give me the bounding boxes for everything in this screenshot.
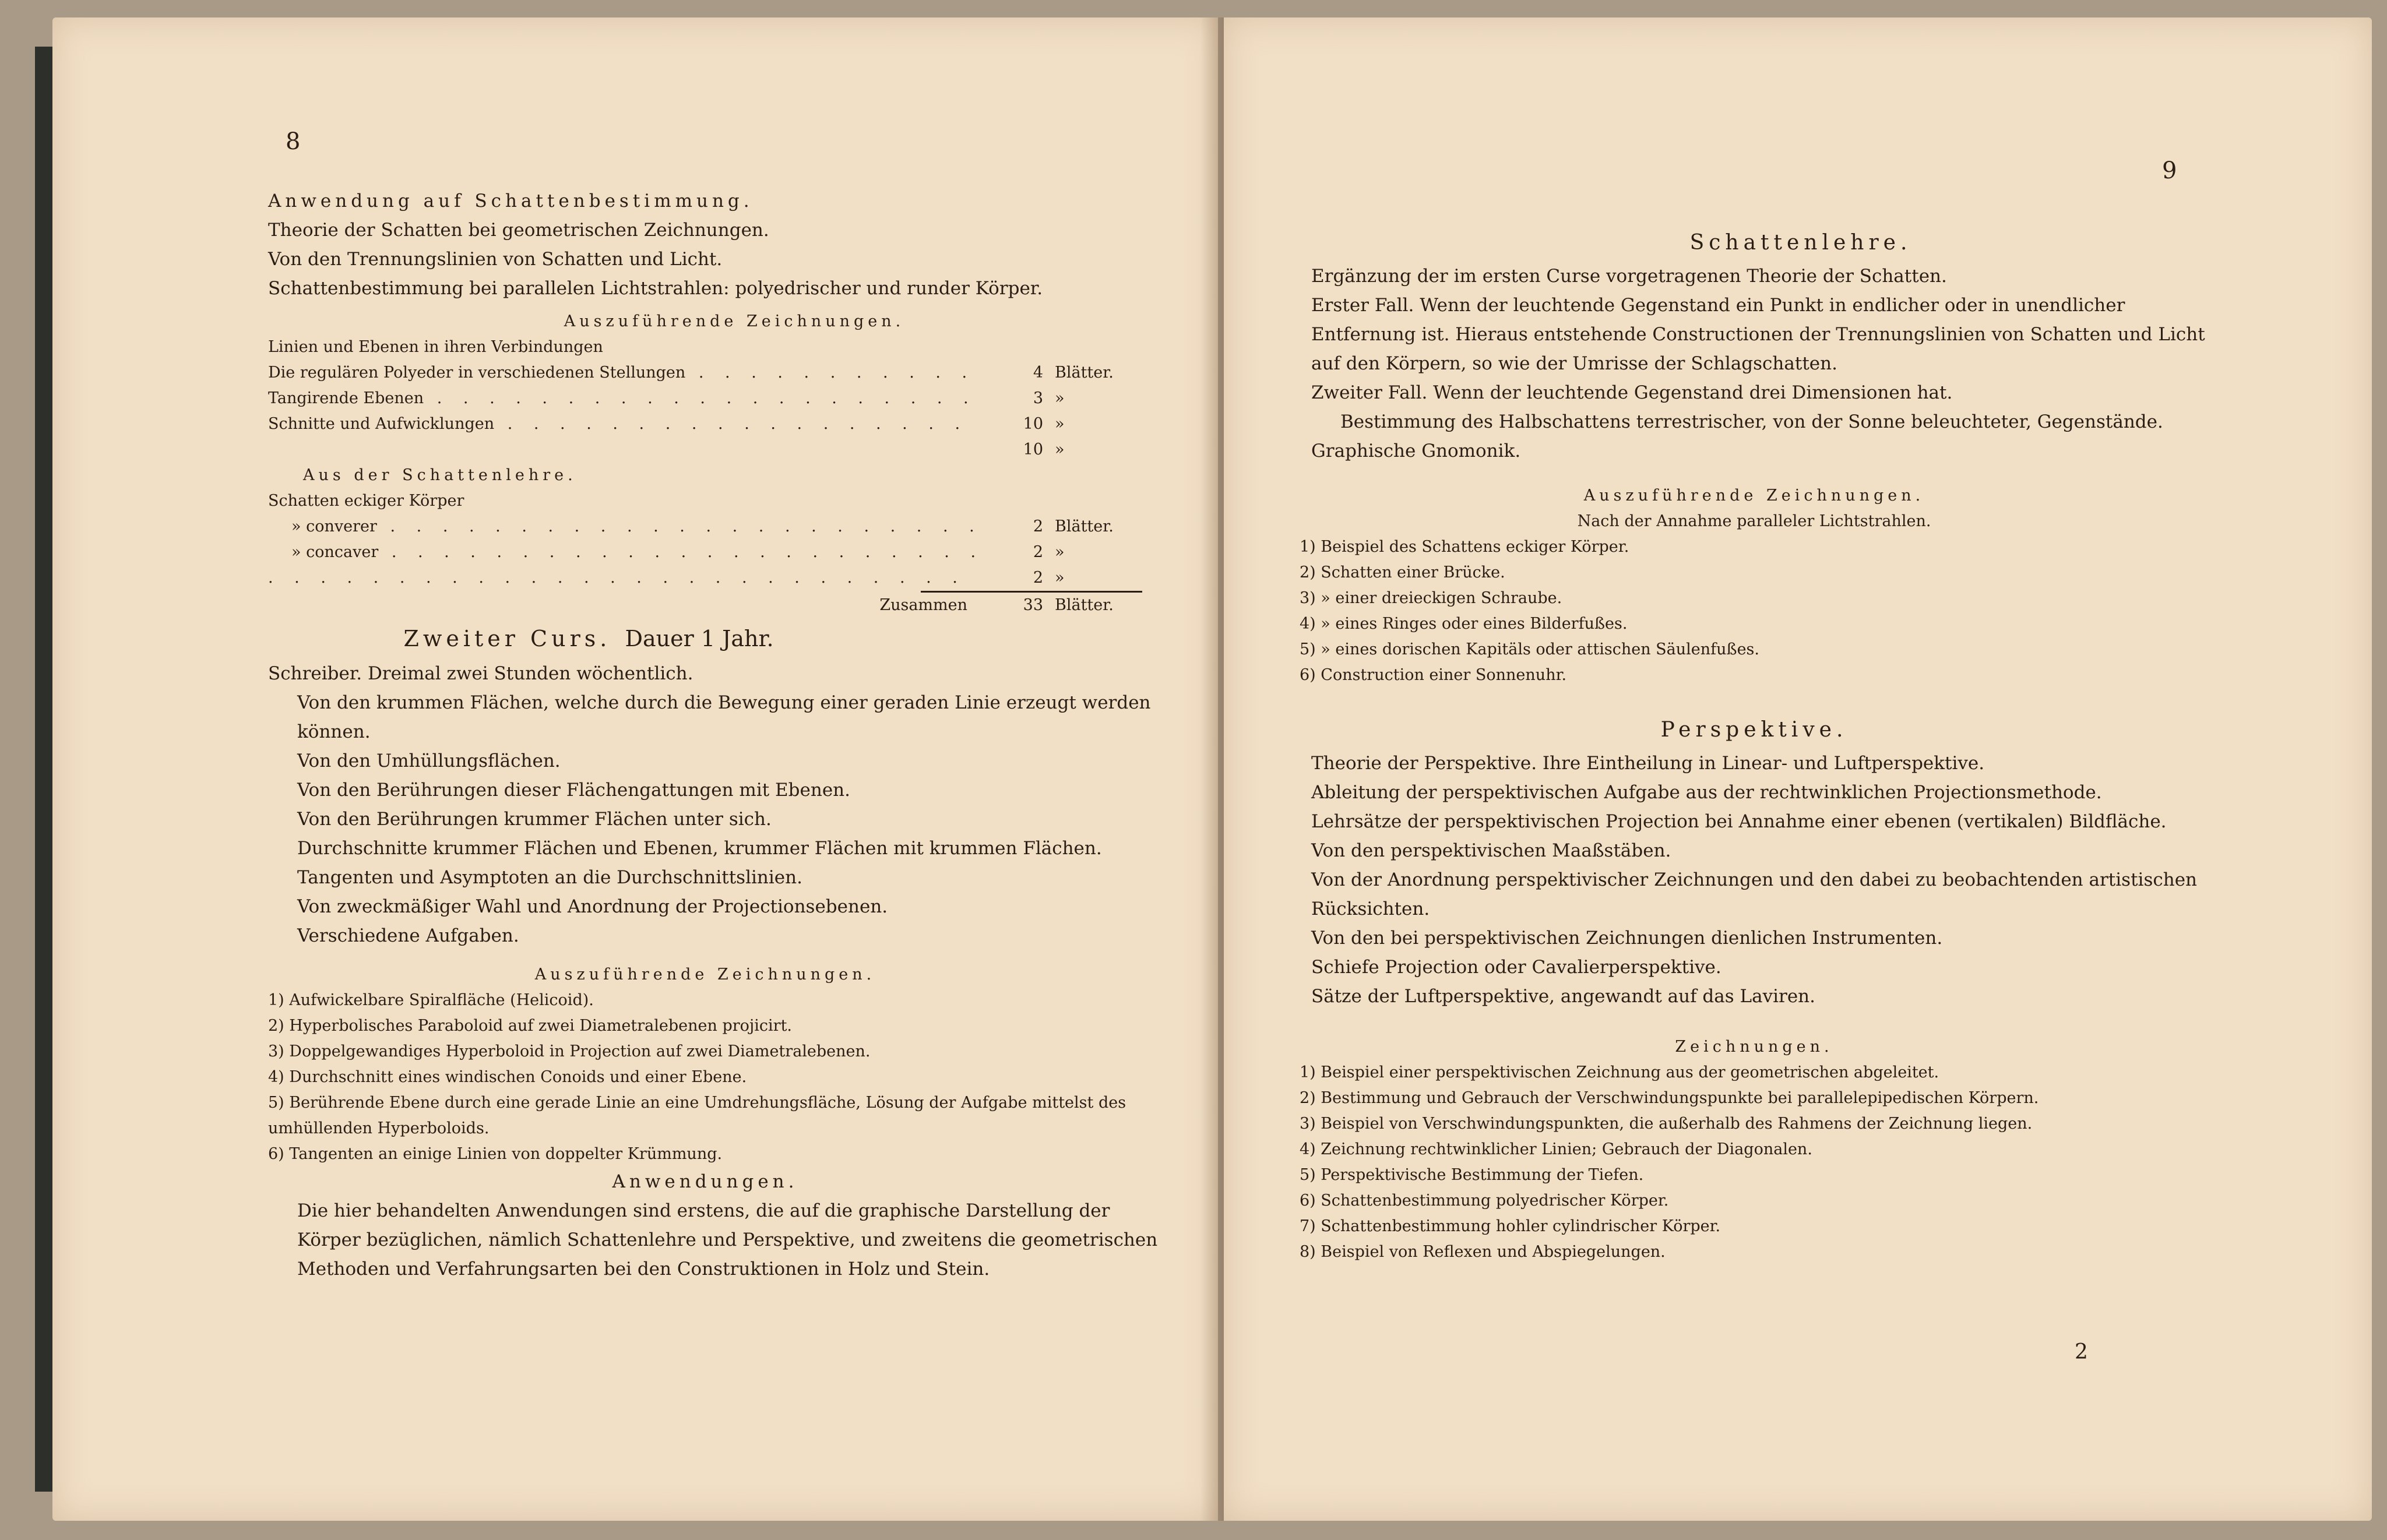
section-heading: Perspektive. — [1660, 718, 1848, 742]
list-item: Linien und Ebenen in ihren Verbindungen — [268, 338, 603, 356]
list-item: Die regulären Polyeder in verschiedenen Stellungen . . . 4 Blätter. — [268, 360, 1154, 386]
paragraph: Verschiedene Aufgaben. — [297, 925, 519, 946]
section-text — [1282, 749, 2226, 1011]
paragraph: Schreiber. Dreimal zwei Stunden wöchentlich. — [268, 663, 693, 684]
list-item: 6) Schattenbestimmung polyedrischer Körper. — [1300, 1192, 1669, 1210]
list-item: Tangirende Ebenen . . . 3 » — [268, 386, 1154, 411]
page-number: 8 — [286, 128, 301, 155]
paragraph: Von zweckmäßiger Wahl und Anordnung der Projectionsebenen. — [297, 896, 888, 917]
list-item: 6) Construction einer Sonnenuhr. — [1300, 666, 1567, 684]
paragraph: Von den Berührungen dieser Flächengattungen mit Ebenen. — [297, 780, 850, 801]
list-item: 10 » — [1023, 440, 1065, 459]
total-row: Zusammen 33 Blätter. — [879, 596, 1114, 614]
section-heading: Auszuführende Zeichnungen. — [534, 965, 876, 984]
drawings-list — [268, 334, 1154, 463]
list-item: 8) Beispiel von Reflexen und Abspiegelungen. — [1300, 1243, 1666, 1261]
paragraph: Von den bei perspektivischen Zeichnungen dienlichen Instrumenten. — [1311, 928, 1943, 949]
section-subheading: Nach der Annahme paralleler Lichtstrahlen. — [1577, 512, 1931, 530]
paragraph: Von den perspektivischen Maaßstäben. — [1311, 840, 1671, 861]
paragraph: Von den Umhüllungsflächen. — [297, 750, 561, 771]
paragraph: Bestimmung des Halbschattens terrestrischer, von der Sonne beleuchteter, Gegenstände. — [1340, 411, 2163, 432]
right-page — [1224, 17, 2372, 1521]
paragraph: Theorie der Schatten bei geometrischen Zeichnungen. — [268, 220, 769, 241]
list-item: » converer . . . 2 Blätter. — [268, 514, 1154, 540]
list-item: 4) Durchschnitt eines windischen Conoids und einer Ebene. — [268, 1068, 747, 1086]
paragraph: Zweiter Fall. Wenn der leuchtende Gegenstand drei Dimensionen hat. — [1311, 382, 1953, 403]
list-item: 5) Perspektivische Bestimmung der Tiefen. — [1300, 1166, 1644, 1184]
list-item: Schnitte und Aufwicklungen . . . 10 » — [268, 411, 1154, 437]
list-item: 1) Beispiel des Schattens eckiger Körper. — [1300, 538, 1629, 556]
paragraph: Lehrsätze der perspektivischen Projection bei Annahme einer ebenen (vertikalen) Bildfläche. — [1311, 811, 2167, 832]
list-item: 5) Berührende Ebene durch eine gerade Linie an eine Umdrehungsfläche, Lösung der Aufgabe mittelst des umhüllenden Hyperboloids. — [268, 1094, 1126, 1137]
section-text — [1282, 262, 2226, 466]
list-item: » concaver . . . 2 » — [268, 540, 1154, 565]
left-page-text — [268, 186, 1200, 1284]
list-item: 3) Beispiel von Verschwindungspunkten, die außerhalb des Rahmens der Zeichnung liegen. — [1300, 1115, 2033, 1133]
course-title: Zweiter Curs. Dauer 1 Jahr. — [403, 626, 774, 651]
paragraph: Von den Trennungslinien von Schatten und Licht. — [268, 249, 723, 270]
right-page-text — [1282, 224, 2319, 1265]
list-item: 1) Beispiel einer perspektivischen Zeichnung aus der geometrischen abgeleitet. — [1300, 1063, 1939, 1081]
section-heading: Auszuführende Zeichnungen. — [564, 312, 905, 330]
paragraph: Schattenbestimmung bei parallelen Lichtstrahlen: polyedrischer und runder Körper. — [268, 278, 1043, 299]
section-heading: Zeichnungen. — [1675, 1038, 1833, 1056]
paragraph: Von der Anordnung perspektivischer Zeichnungen und den dabei zu beobachtenden artistischen Rücksichten. — [1311, 869, 2197, 919]
list-item: . . . 2 » — [268, 565, 1154, 591]
paragraph: Die hier behandelten Anwendungen sind erstens, die auf die graphische Darstellung der Körper bezüglichen, nämlich Schattenlehre und Perspektive, und zweitens die geometrischen Methoden und Verfahrungsarten bei den Construktionen in Holz und Stein. — [297, 1200, 1158, 1280]
list-item: 2) Schatten einer Brücke. — [1300, 563, 1505, 582]
course-text — [268, 659, 1177, 950]
paragraph: Schiefe Projection oder Cavalierperspektive. — [1311, 957, 1721, 978]
page-number: 9 — [2162, 157, 2177, 184]
section-heading: Anwendungen. — [612, 1171, 798, 1192]
paragraph: Durchschnitte krummer Flächen und Ebenen, krummer Flächen mit krummen Flächen. Tangenten und Asymptoten an die Durchschnittslinien. — [297, 838, 1102, 888]
list-item: 1) Aufwickelbare Spiralfläche (Helicoid). — [268, 991, 594, 1009]
list-item: 4) » eines Ringes oder eines Bilderfußes. — [1300, 615, 1628, 633]
list-item: 5) » eines dorischen Kapitäls oder attischen Säulenfußes. — [1300, 640, 1759, 658]
list-item: 3) Doppelgewandiges Hyperboloid in Projection auf zwei Diametralebenen. — [268, 1042, 871, 1060]
list-item: 4) Zeichnung rechtwinklicher Linien; Gebrauch der Diagonalen. — [1300, 1140, 1812, 1158]
paragraph: Ableitung der perspektivischen Aufgabe aus der rechtwinklichen Projectionsmethode. — [1311, 782, 2102, 803]
section-heading: Auszuführende Zeichnungen. — [1583, 487, 1925, 505]
paragraph: Ergänzung der im ersten Curse vorgetragenen Theorie der Schatten. — [1311, 266, 1947, 287]
paragraph: Graphische Gnomonik. — [1311, 440, 1521, 461]
drawings2-list — [268, 988, 1177, 1167]
paragraph: Von den krummen Flächen, welche durch die Bewegung einer geraden Linie erzeugt werden können. — [297, 692, 1151, 742]
shadow-list — [268, 488, 1154, 591]
list-item: 2) Hyperbolisches Paraboloid auf zwei Diametralebenen projicirt. — [268, 1017, 793, 1035]
list-item: 6) Tangenten an einige Linien von doppelter Krümmung. — [268, 1145, 723, 1163]
drawings-list — [1282, 534, 2319, 688]
paragraph: Anwendung auf Schattenbestimmung. — [268, 191, 754, 212]
signature-mark: 2 — [2075, 1340, 2088, 1364]
list-item: 3) » einer dreieckigen Schraube. — [1300, 589, 1562, 607]
list-item: Schatten eckiger Körper — [268, 492, 464, 510]
paragraph: Von den Berührungen krummer Flächen unter sich. — [297, 809, 772, 830]
list-item: 7) Schattenbestimmung hohler cylindrischer Körper. — [1300, 1217, 1721, 1235]
paragraph: Sätze der Luftperspektive, angewandt auf das Laviren. — [1311, 986, 1816, 1007]
section-heading: Aus der Schattenlehre. — [303, 466, 577, 484]
paragraph: Theorie der Perspektive. Ihre Eintheilung in Linear- und Luftperspektive. — [1311, 753, 1985, 774]
zeichnungen-list — [1282, 1060, 2319, 1265]
paragraph: Erster Fall. Wenn der leuchtende Gegenstand ein Punkt in endlicher oder in unendlicher Entfernung ist. Hieraus entstehende Constructionen der Trennungslinien von Schatten und Licht auf den Körpern, so wie der Umrisse der Schlagschatten. — [1311, 295, 2205, 374]
left-page — [52, 17, 1218, 1521]
section-heading: Schattenlehre. — [1689, 231, 1912, 255]
list-item: 2) Bestimmung und Gebrauch der Verschwindungspunkte bei parallelepipedischen Körpern. — [1300, 1089, 2039, 1107]
